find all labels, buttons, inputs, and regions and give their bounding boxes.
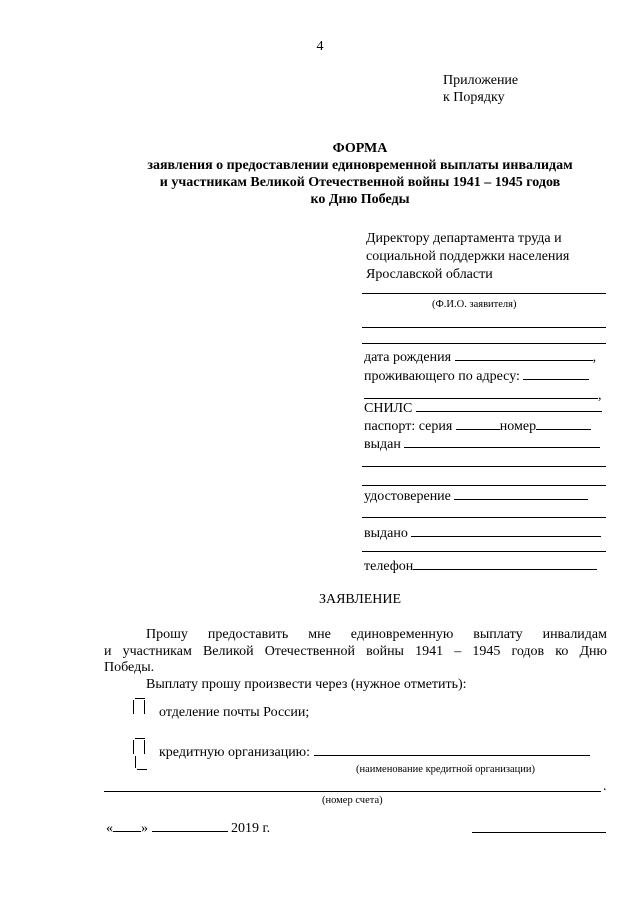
page-number: 4 [316,39,324,54]
form-title-line-3: и участникам Великой Отечественной войны 1941 – 1945 годов [159,175,561,190]
passport-series-label: паспорт: серия [364,419,453,434]
addressee-line-3: Ярославской области [366,267,493,282]
post-checkbox[interactable] [133,698,145,716]
certificate-field [364,488,588,505]
checkbox-edge [135,756,136,768]
issued-line-2[interactable] [362,466,606,467]
account-number-caption: (номер счета) [322,795,383,806]
checkbox-edge [144,700,145,714]
credit-org-input[interactable] [314,744,590,756]
fio-line[interactable] [362,293,606,294]
birth-date-label: дата рождения [364,350,452,365]
credit-org-label: кредитную организацию: [159,745,311,760]
phone-label: телефон [364,559,414,574]
cert-issued-label: выдано [364,526,408,541]
issued-field [364,436,600,453]
snils-input[interactable] [416,400,602,412]
quote-close: » [141,821,148,836]
fio-line-3[interactable] [362,343,606,344]
form-title-line-4: ко Дню Победы [310,192,410,207]
fio-caption: (Ф.И.О. заявителя) [432,299,517,310]
credit-org-caption: (наименование кредитной организации) [356,764,535,775]
addressee-line-2: социальной поддержки населения [366,249,570,264]
statement-para-line-2: и участникам Великой Отечественной войны 1941 – 1945 годов ко Дню [104,644,607,659]
checkbox-edge [137,769,147,770]
checkbox-edge [133,740,134,754]
form-title [0,140,640,208]
date-field [106,820,270,837]
account-number-line[interactable] [104,791,601,792]
month-input[interactable] [152,820,228,832]
issued-label: выдан [364,437,401,452]
post-option-label: отделение почты России; [159,705,310,720]
address-label: проживающего по адресу: [364,369,520,384]
checkbox-edge [135,738,145,739]
address-input-2[interactable] [364,387,598,399]
statement-heading: ЗАЯВЛЕНИЕ [318,592,402,607]
form-title-line-1: ФОРМА [332,141,388,156]
statement-para-line-3: Победы. [104,660,155,675]
phone-input[interactable] [413,558,597,570]
credit-org-field [159,744,590,761]
statement-para-line-1: Прошу предоставить мне единовременную выплату инвалидам [146,627,607,642]
credit-org-checkbox[interactable] [133,738,145,756]
quote-open: « [106,821,113,836]
year-text: 2019 г. [231,821,271,836]
birth-date-comma: , [592,350,597,365]
address-input[interactable] [523,368,589,380]
appendix-line-1: Приложение [443,73,519,88]
checkbox-edge [135,698,145,699]
passport-field [364,418,591,435]
addressee-block [366,230,569,284]
certificate-line-2[interactable] [362,517,606,518]
form-title-line-2: заявления о предоставлении единовременной выплаты инвалидам [147,158,573,173]
issued-line-3[interactable] [362,485,606,486]
issued-input[interactable] [404,436,600,448]
fio-line-2[interactable] [362,327,606,328]
appendix-note [443,72,518,106]
account-number-period: . [603,779,607,794]
snils-field [364,400,602,417]
cert-issued-line-2[interactable] [362,551,606,552]
address-field [364,368,589,385]
checkbox-edge [133,700,134,714]
passport-number-label: номер [499,419,537,434]
passport-series-input[interactable] [456,418,500,430]
certificate-label: удостоверение [364,489,451,504]
appendix-line-2: к Порядку [443,90,505,105]
birth-date-field [364,349,596,366]
snils-label: СНИЛС [364,401,413,416]
credit-org-checkbox-bottom [135,756,147,770]
address-comma: , [598,388,602,403]
birth-date-input[interactable] [455,349,593,361]
cert-issued-input[interactable] [411,525,601,537]
day-input[interactable] [113,820,141,832]
passport-number-input[interactable] [536,418,591,430]
checkbox-edge [144,740,145,754]
signature-line[interactable] [472,832,606,833]
certificate-input[interactable] [454,488,588,500]
cert-issued-field [364,525,601,542]
addressee-line-1: Директору департамента труда и [366,231,562,246]
phone-field [364,558,597,575]
payment-method-text: Выплату прошу произвести через (нужное отметить): [146,677,467,692]
